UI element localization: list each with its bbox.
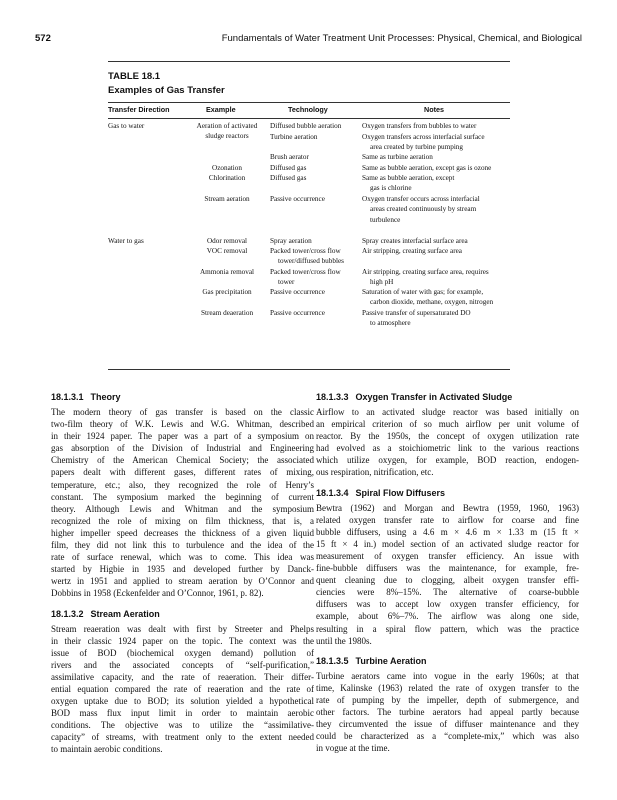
text-line: constant. The symposium marked the beginning of current bbox=[51, 491, 314, 502]
cell-line: Stream aeration bbox=[204, 195, 250, 203]
section-number: 18.1.3.2 bbox=[51, 608, 84, 619]
cell-technology bbox=[270, 121, 354, 131]
text-line: ciencies were 8%–15%. The alternative of coarse-bubble bbox=[316, 587, 579, 598]
cell-notes bbox=[362, 152, 510, 162]
section-title: Stream Aeration bbox=[90, 608, 160, 619]
table-caption bbox=[108, 70, 225, 98]
cell-technology bbox=[270, 152, 354, 162]
cell-line: gas is chlorine bbox=[370, 184, 412, 193]
cell-technology bbox=[270, 267, 354, 288]
cell-line: Passive occurrence bbox=[270, 309, 325, 317]
cell-notes bbox=[362, 246, 510, 256]
paragraph-theory bbox=[51, 406, 314, 600]
text-line: conditions. The objective was to utilize the “assimilative- bbox=[51, 720, 314, 731]
text-line: bubble diffusers, using a 4.6 m × 4.6 m × 1.33 m (15 ft × bbox=[316, 526, 579, 537]
text-line: ential equation compared the rate of reaeration and the rate of bbox=[51, 683, 314, 694]
cell-technology bbox=[270, 163, 354, 173]
cell-example bbox=[187, 287, 267, 297]
text-line: which utilize oxygen, for example, BOD reaction, endogen- bbox=[316, 455, 579, 466]
section-heading-oxygen-transfer bbox=[316, 391, 579, 403]
cell-notes bbox=[362, 236, 510, 246]
cell-example bbox=[187, 121, 267, 142]
col-header-direction: Transfer Direction bbox=[108, 105, 170, 114]
cell-line: turbulence bbox=[370, 215, 401, 224]
text-line: in vogue at the time. bbox=[316, 743, 390, 754]
cell-example bbox=[187, 246, 267, 256]
text-line: other factors. The turbine aerators had appeal partly because bbox=[316, 706, 579, 717]
cell-line: Same as bubble aeration, except gas is ozone bbox=[362, 163, 492, 172]
cell-direction: Water to gas bbox=[108, 236, 144, 245]
text-line: theory. Although Lewis and Whitman and the symposium bbox=[51, 503, 314, 514]
text-line: wertz in 1951 and applied to stream aeration by O’Connor and bbox=[51, 576, 314, 587]
cell-line: Packed tower/cross flow bbox=[270, 247, 341, 255]
section-heading-stream-aeration bbox=[51, 608, 314, 620]
page-number: 572 bbox=[35, 33, 51, 44]
cell-line: Oxygen transfers across interfacial surface bbox=[362, 132, 485, 141]
section-title: Spiral Flow Diffusers bbox=[355, 487, 446, 498]
cell-line: Passive transfer of supersaturated DO bbox=[362, 309, 471, 317]
cell-line: tower/diffused bubbles bbox=[278, 257, 344, 266]
text-line: diffusers was to accept low oxygen transfer efficiency, for bbox=[316, 599, 579, 610]
cell-line: Oxygen transfers from bubbles to water bbox=[362, 122, 477, 130]
cell-line: Aeration of activated bbox=[196, 122, 258, 130]
cell-line: Air stripping, creating surface area bbox=[362, 247, 462, 255]
text-line: rate of pumping by the impeller, depth of submergence, and bbox=[316, 694, 579, 705]
cell-example bbox=[187, 236, 267, 246]
cell-line: Passive occurrence bbox=[270, 195, 325, 203]
cell-line: Spray creates interfacial surface area bbox=[362, 236, 468, 245]
cell-line: Stream deaeration bbox=[200, 309, 254, 317]
text-line: they circumvented the issue of diffuser maintenance and they bbox=[316, 719, 579, 730]
text-line: temperature, etc.; also, they recognized the role of Henry’s bbox=[51, 479, 314, 490]
cell-technology bbox=[270, 246, 354, 267]
text-line: Turbine aerators came into vogue in the early 1960s; at that bbox=[316, 670, 579, 681]
text-line: Airflow to an activated sludge reactor was based initially on bbox=[316, 407, 579, 417]
text-line: resulting in a spiral flow pattern, which was the practice bbox=[316, 623, 579, 634]
cell-direction: Gas to water bbox=[108, 122, 145, 130]
text-line: in their classic 1924 paper on the topic. The context was the bbox=[51, 635, 314, 646]
cell-line: tower bbox=[278, 277, 295, 286]
table-title: Examples of Gas Transfer bbox=[108, 85, 225, 96]
section-number: 18.1.3.3 bbox=[316, 392, 349, 402]
cell-technology bbox=[270, 132, 354, 142]
section-heading-theory bbox=[51, 391, 314, 403]
text-line: in their 1924 paper. The paper was a part of a symposium on bbox=[51, 431, 314, 442]
text-line: example, about 6%–7%. The airflow was along one side, bbox=[316, 611, 579, 622]
cell-line: Brush aerator bbox=[270, 153, 309, 161]
text-line: until the 1980s. bbox=[316, 635, 372, 646]
cell-line: Passive occurrence bbox=[270, 288, 325, 296]
cell-example bbox=[187, 163, 267, 173]
cell-notes bbox=[362, 173, 510, 194]
text-line: reactor. By the 1950s, the concept of oxygen utilization rate bbox=[316, 431, 579, 442]
text-line: rivers and the associated concepts of “self-purification,” bbox=[51, 659, 314, 670]
text-line: Chemistry of the American Chemical Society; the associated bbox=[51, 455, 314, 466]
text-line: measurement of oxygen transfer efficiency. An issue with bbox=[316, 550, 579, 561]
cell-notes bbox=[362, 121, 510, 131]
text-line: an empirical criterion of so much airflow per unit volume of bbox=[316, 419, 579, 430]
table-caption-rule bbox=[108, 102, 510, 103]
section-title: Theory bbox=[90, 392, 121, 402]
table-label: TABLE 18.1 bbox=[108, 71, 161, 82]
text-line: Stream reaeration was dealt with first by Streeter and Phelps bbox=[51, 623, 314, 634]
cell-line: Ammonia removal bbox=[199, 267, 255, 276]
table-bottom-rule bbox=[108, 369, 510, 370]
cell-technology bbox=[270, 173, 354, 183]
cell-line: Gas precipitation bbox=[202, 288, 252, 296]
section-number: 18.1.3.4 bbox=[316, 487, 349, 498]
cell-line: Diffused bubble aeration bbox=[270, 122, 342, 130]
cell-notes bbox=[362, 163, 510, 173]
running-title: Fundamentals of Water Treatment Unit Processes: Physical, Chemical, and Biological bbox=[221, 33, 582, 44]
text-line: issue of BOD (biochemical oxygen demand) pollution of bbox=[51, 647, 314, 658]
cell-line: Oxygen transfer occurs across interfacial bbox=[362, 195, 480, 203]
cell-notes bbox=[362, 267, 510, 288]
cell-line: Ozonation bbox=[212, 163, 242, 172]
text-line: ous respiration, nitrification, etc. bbox=[316, 467, 434, 478]
cell-line: VOC removal bbox=[206, 247, 248, 255]
section-number: 18.1.3.1 bbox=[51, 392, 84, 402]
section-title: Oxygen Transfer in Activated Sludge bbox=[355, 392, 513, 402]
cell-notes bbox=[362, 308, 510, 329]
cell-notes bbox=[362, 287, 510, 308]
cell-line: Chlorination bbox=[208, 174, 246, 182]
text-line: gas absorption of the Division of Industrial and Engineering bbox=[51, 443, 314, 454]
text-line: started by Higbie in 1935 and developed further by Danck- bbox=[51, 564, 314, 575]
cell-technology bbox=[270, 308, 354, 318]
section-number: 18.1.3.5 bbox=[316, 655, 349, 666]
text-line: film, they did not link this to turbulence and the idea of the bbox=[51, 540, 314, 551]
text-line: Bewtra (1962) and Morgan and Bewtra (1959, 1960, 1963) bbox=[316, 502, 579, 513]
cell-technology bbox=[270, 287, 354, 297]
right-column bbox=[316, 391, 579, 754]
page-header bbox=[35, 33, 582, 47]
text-line: time, Kalinske (1963) related the rate of oxygen transfer to the bbox=[316, 682, 579, 693]
col-header-notes: Notes bbox=[424, 105, 444, 114]
cell-example bbox=[187, 308, 267, 318]
text-line: recognized the role of mixing on film thickness, that is, a bbox=[51, 515, 314, 526]
text-line: papers dealt with different gases, different rates of mixing, bbox=[51, 467, 314, 478]
cell-line: sludge reactors bbox=[205, 132, 249, 141]
table-header-rule bbox=[108, 118, 510, 119]
cell-technology bbox=[270, 236, 354, 246]
cell-line: Saturation of water with gas; for example, bbox=[362, 288, 484, 296]
cell-line: areas created continuously by stream bbox=[370, 205, 477, 214]
text-line: Dobbins in 1958 (Eckenfelder and O’Connor, 1961, p. 82). bbox=[51, 588, 264, 599]
cell-example bbox=[187, 194, 267, 204]
cell-example bbox=[187, 173, 267, 183]
section-heading-spiral-flow bbox=[316, 487, 579, 499]
text-line: The modern theory of gas transfer is based on the classic bbox=[51, 407, 314, 417]
col-header-technology: Technology bbox=[288, 105, 328, 114]
text-line: quent cleaning due to clogging, albeit oxygen transfer effi- bbox=[316, 575, 579, 586]
cell-technology bbox=[270, 194, 354, 204]
cell-notes bbox=[362, 132, 510, 153]
table-top-rule bbox=[108, 61, 510, 62]
text-line: had evolved as a stoichiometric link to the various reactions bbox=[316, 443, 579, 454]
text-line: could be characterized as a “complete-mix,” which was also bbox=[316, 731, 579, 742]
left-column bbox=[51, 391, 314, 756]
cell-example bbox=[187, 267, 267, 277]
text-line: rate of surface renewal, which was to come. This idea was bbox=[51, 552, 314, 563]
paragraph-oxygen-transfer bbox=[316, 406, 579, 479]
paragraph-spiral-flow bbox=[316, 502, 579, 647]
text-line: oxygen uptake due to BOD; its solution yielded a hypothetical bbox=[51, 696, 314, 707]
section-title: Turbine Aeration bbox=[355, 655, 427, 666]
text-line: capacity” of streams, with treatment only to the extent needed bbox=[51, 732, 314, 743]
cell-line: Turbine aeration bbox=[270, 132, 318, 141]
text-line: BOD mass flux input limit in order to maintain aerobic bbox=[51, 708, 314, 719]
text-line: higher impeller speed decreases the thickness of a given liquid bbox=[51, 527, 314, 538]
cell-notes bbox=[362, 194, 510, 225]
cell-line: to atmosphere bbox=[370, 319, 411, 328]
section-heading-turbine-aeration bbox=[316, 655, 579, 667]
cell-line: Same as bubble aeration, except bbox=[362, 174, 455, 182]
col-header-example: Example bbox=[206, 105, 236, 114]
text-line: two-film theory of W.K. Lewis and W.G. Whitman, described bbox=[51, 419, 314, 430]
cell-line: Same as turbine aeration bbox=[362, 153, 433, 161]
paragraph-stream-aeration bbox=[51, 623, 314, 756]
cell-line: Odor removal bbox=[206, 236, 248, 245]
cell-line: Spray aeration bbox=[270, 236, 312, 245]
text-line: to maintain aerobic conditions. bbox=[51, 744, 163, 755]
text-line: related oxygen transfer rate to airflow for coarse and fine bbox=[316, 514, 579, 525]
cell-line: carbon dioxide, methane, oxygen, nitrogen bbox=[370, 298, 494, 307]
cell-line: area created by turbine pumping bbox=[370, 142, 463, 151]
text-line: 15 ft × 4 in.) model section of an activated sludge reactor for bbox=[316, 538, 579, 549]
cell-line: Diffused gas bbox=[270, 174, 307, 182]
cell-line: Packed tower/cross flow bbox=[270, 267, 341, 276]
paragraph-turbine-aeration bbox=[316, 670, 579, 755]
cell-line: high pH bbox=[370, 277, 394, 286]
cell-line: Air stripping, creating surface area, requires bbox=[362, 267, 489, 276]
text-line: assimilative capacity, and the rate of reaeration. Their differ- bbox=[51, 671, 314, 682]
text-line: fine-bubble diffusers was the maintenance, for example, fre- bbox=[316, 563, 579, 574]
cell-line: Diffused gas bbox=[270, 163, 307, 172]
